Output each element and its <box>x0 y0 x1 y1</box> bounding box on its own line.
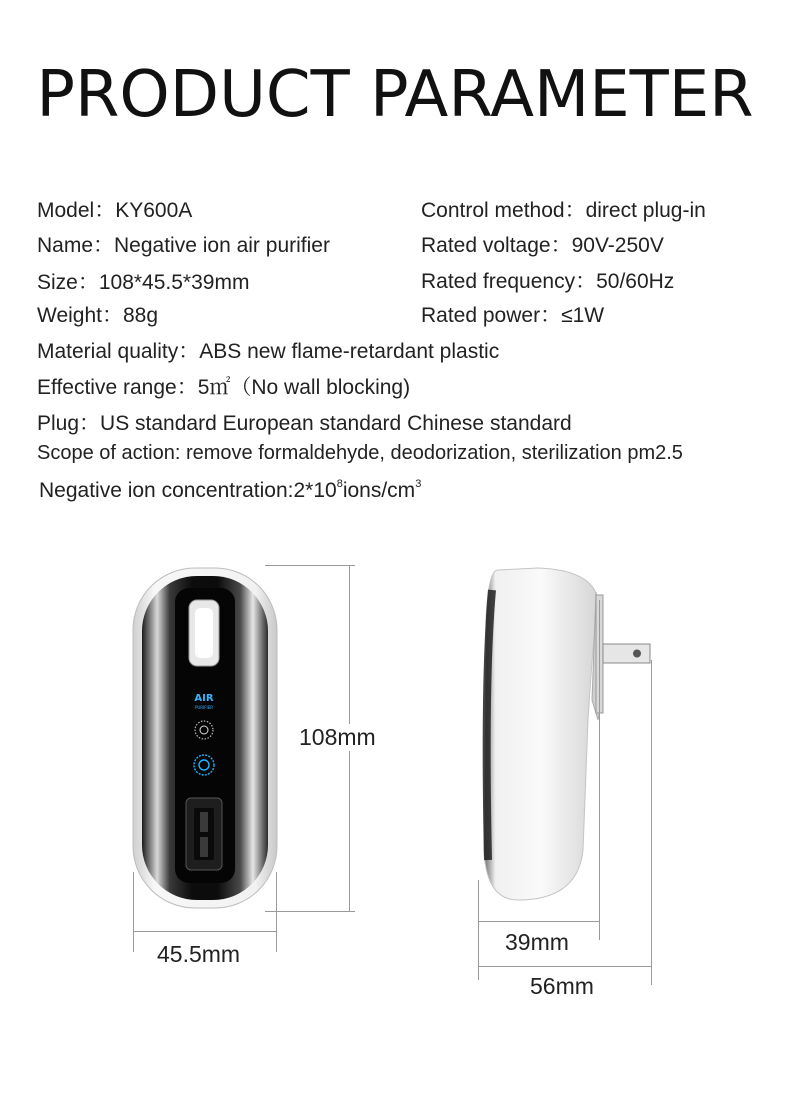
depth-body-label: 39mm <box>505 929 569 955</box>
depth-body-ext-right <box>599 600 600 940</box>
height-ext-top <box>265 565 355 566</box>
spec-plug: Plug：US standard European standard Chinese standard <box>37 412 572 435</box>
ion-prefix: Negative ion concentration:2*10 <box>39 479 337 502</box>
width-dimension-line <box>133 931 277 932</box>
width-label: 45.5mm <box>157 941 241 967</box>
depth-total-dimension-line <box>478 966 652 967</box>
spec-weight: Weight：88g <box>37 304 159 327</box>
ion-unit: ions/cm <box>342 479 416 502</box>
spec-control-method: Control method：direct plug-in <box>421 199 706 222</box>
purifier-front-view <box>125 560 285 920</box>
depth-body-dimension-line <box>478 921 600 922</box>
spec-ion-concentration <box>39 479 421 503</box>
spec-scope: Scope of action: remove formaldehyde, deodorization, sterilization pm2.5 <box>37 442 683 464</box>
purifier-side-view <box>478 560 658 910</box>
page-title: PRODUCT PARAMETER <box>36 58 754 132</box>
depth-ext-left <box>478 880 479 980</box>
device-display-text: AIR <box>194 693 214 704</box>
ion-unit-exponent: 3 <box>415 478 422 490</box>
spec-rated-power: Rated power：≤1W <box>421 304 605 327</box>
spec-rated-frequency: Rated frequency：50/60Hz <box>421 270 675 293</box>
spec-model: Model：KY600A <box>37 199 193 222</box>
depth-total-label: 56mm <box>530 973 594 999</box>
width-ext-right <box>276 872 277 952</box>
spec-rated-voltage: Rated voltage：90V-250V <box>421 234 664 257</box>
spec-effective-range: Effective range：5㎡（No wall blocking) <box>37 376 411 399</box>
depth-total-ext-right <box>651 660 652 985</box>
ion-exponent: 8 <box>336 478 343 490</box>
spec-size: Size：108*45.5*39mm <box>37 271 250 294</box>
width-ext-left <box>133 872 134 952</box>
spec-material: Material quality：ABS new flame-retardant plastic <box>37 340 500 363</box>
spec-name: Name：Negative ion air purifier <box>37 234 330 257</box>
device-display-subtext: PURIFIER <box>194 705 214 710</box>
height-label: 108mm <box>299 724 376 750</box>
height-ext-bottom <box>265 911 355 912</box>
